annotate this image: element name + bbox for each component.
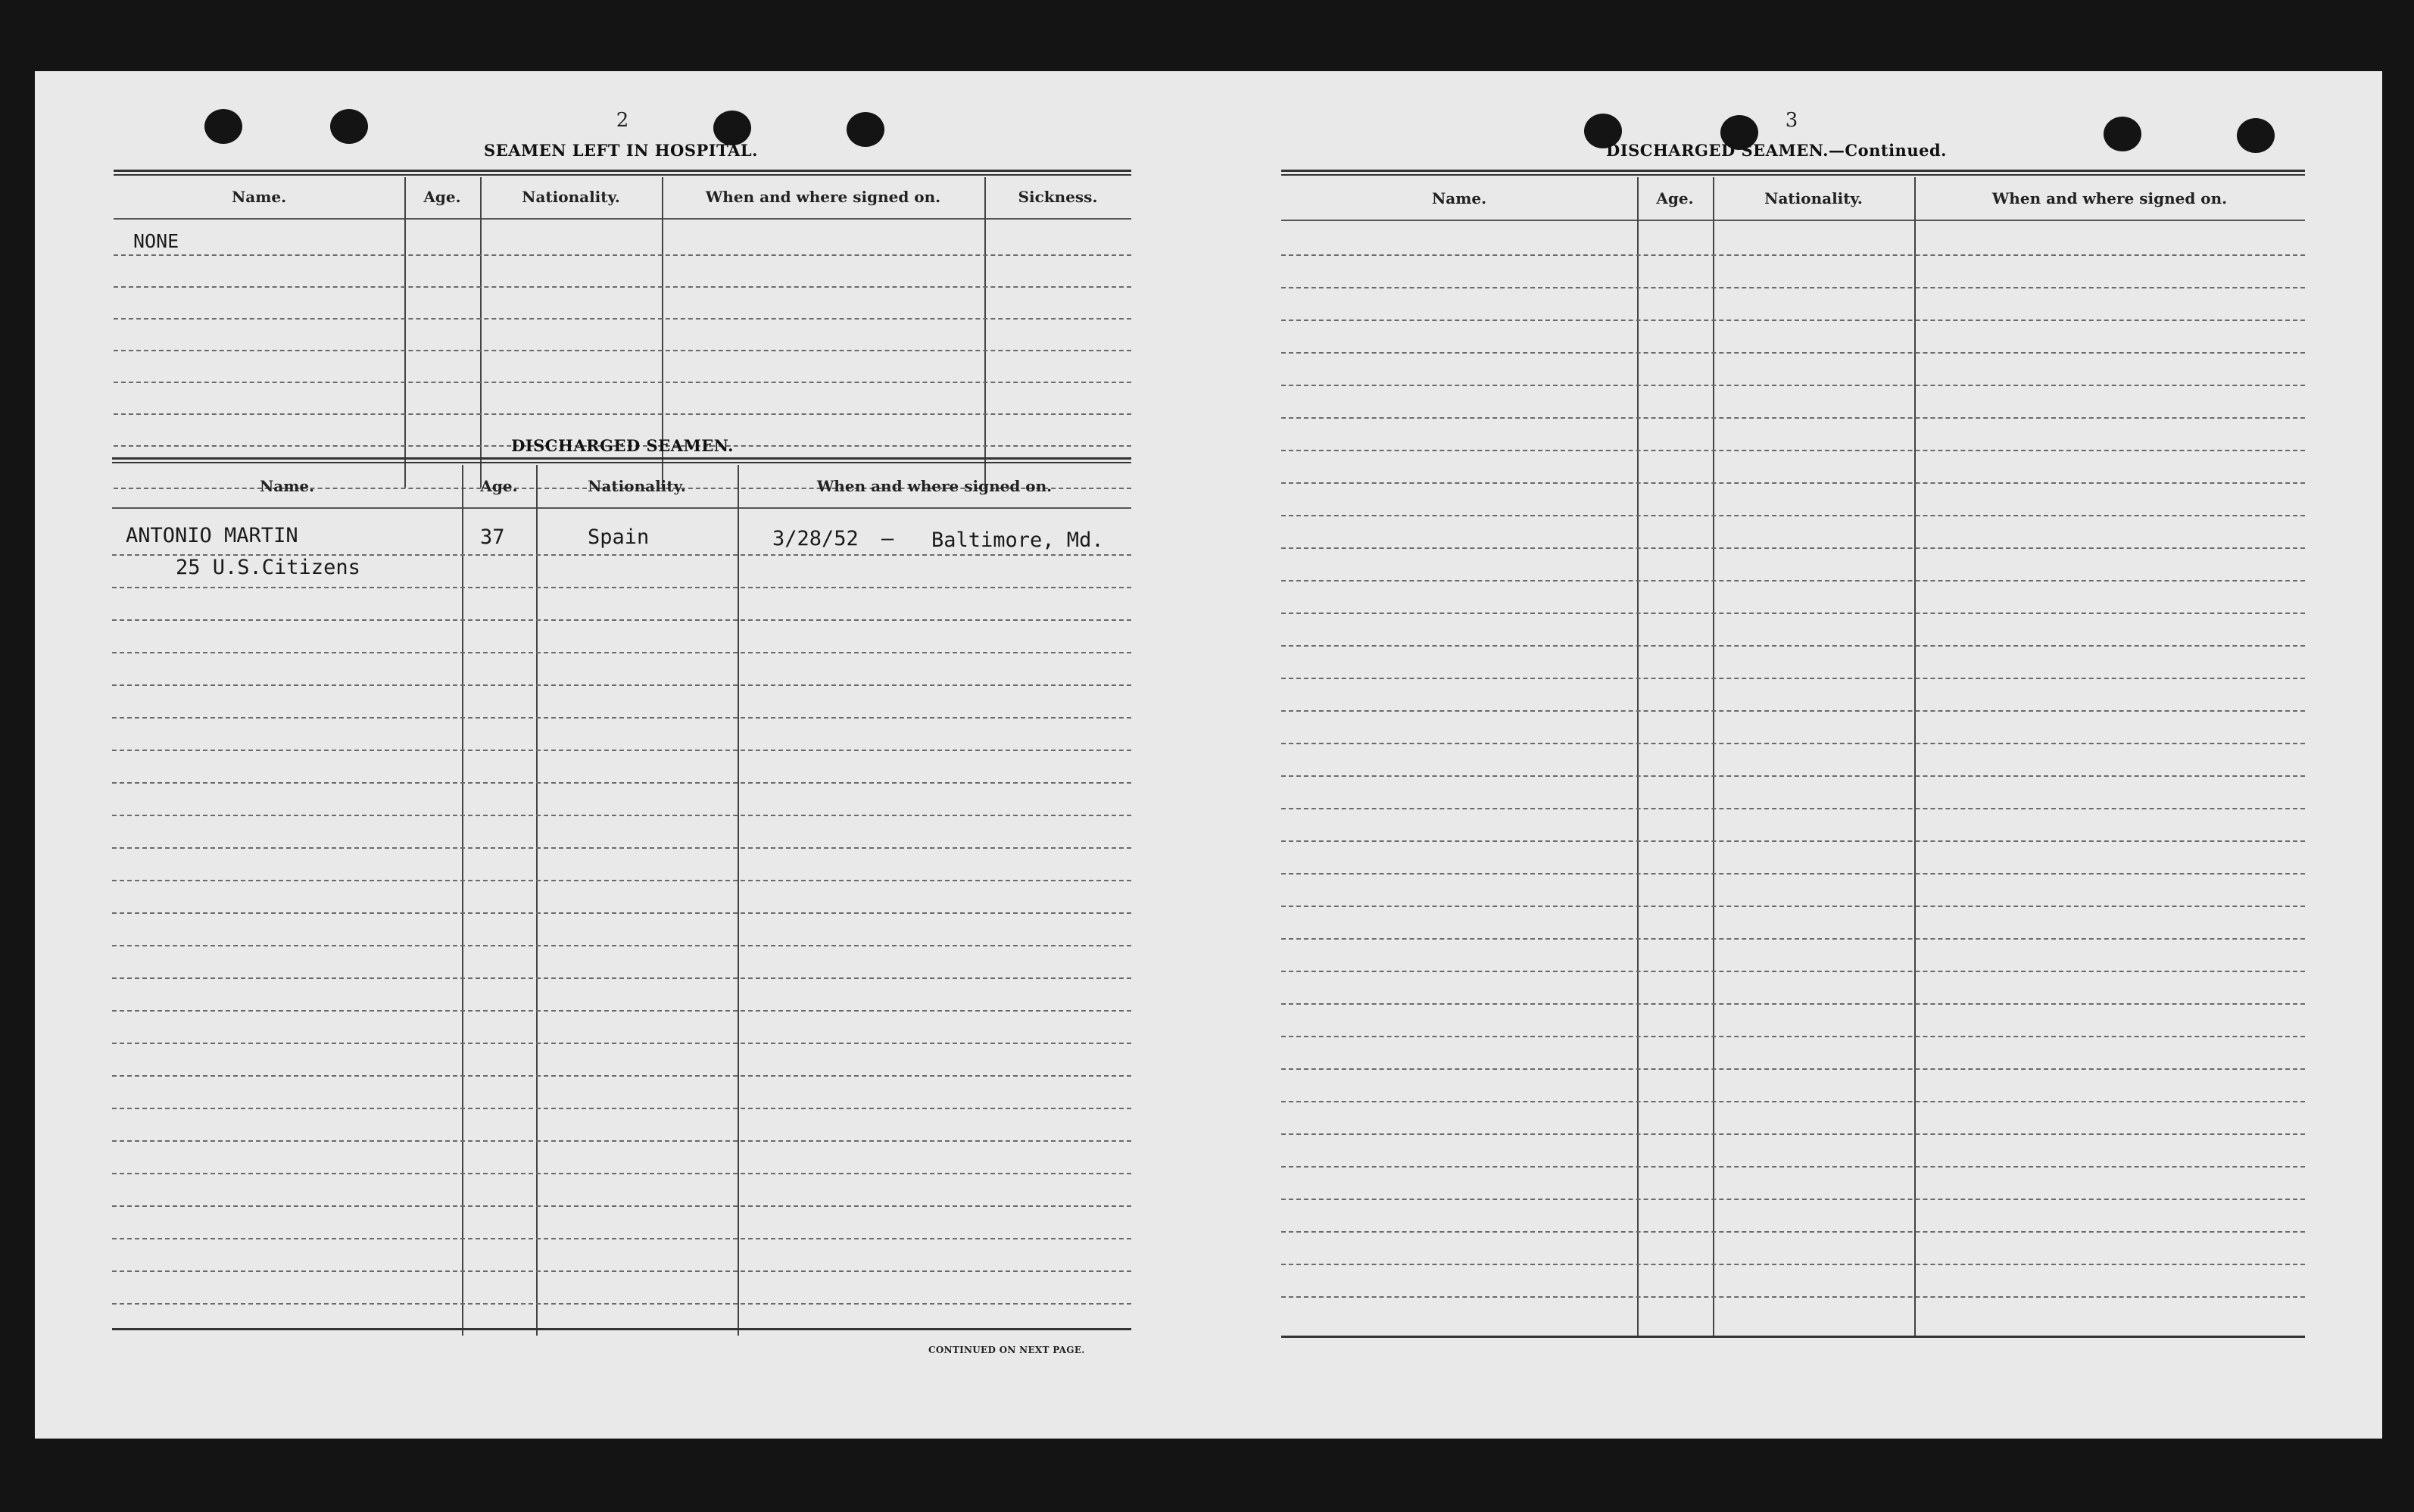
continued-col-nationality: Nationality.: [1764, 189, 1863, 207]
discharged-note: 25 U.S.Citizens: [176, 556, 360, 579]
discharged-row-1-nationality: Spain: [588, 525, 650, 549]
punch-hole-7: [2104, 117, 2141, 151]
discharged-section-title: DISCHARGED SEAMEN.: [511, 436, 734, 455]
discharged-row-1-age: 37: [480, 525, 505, 549]
discharged-continued-table: [1281, 170, 2305, 1343]
punch-hole-2: [330, 109, 368, 144]
page-number-left: 2: [616, 109, 629, 132]
discharged-col-nationality: Nationality.: [588, 477, 686, 495]
continued-col-signed-on: When and where signed on.: [1991, 189, 2228, 207]
punch-hole-8: [2237, 118, 2275, 153]
ledger-sheet: [35, 71, 2382, 1439]
punch-hole-1: [204, 109, 242, 144]
discharged-row-1-date: 3/28/52: [772, 527, 859, 550]
hospital-section-title: SEAMEN LEFT IN HOSPITAL.: [484, 141, 758, 160]
discharged-row-1-name: ANTONIO MARTIN: [126, 524, 298, 547]
hospital-col-age: Age.: [423, 188, 461, 206]
continued-note: CONTINUED ON NEXT PAGE.: [928, 1345, 1085, 1355]
discharged-row-1-place: Baltimore, Md.: [931, 528, 1104, 552]
continued-col-name: Name.: [1431, 189, 1487, 207]
discharged-col-age: Age.: [480, 477, 518, 495]
page-number-right: 3: [1785, 109, 1798, 132]
discharged-table: [112, 457, 1131, 1336]
hospital-col-sickness: Sickness.: [1018, 188, 1098, 206]
discharged-col-name: Name.: [259, 477, 315, 495]
discharged-col-signed-on: When and where signed on.: [816, 477, 1053, 495]
punch-hole-4: [847, 112, 884, 147]
discharged-continued-title: DISCHARGED SEAMEN.—Continued.: [1606, 141, 1947, 160]
hospital-col-nationality: Nationality.: [522, 188, 620, 206]
hospital-col-signed-on: When and where signed on.: [705, 188, 941, 206]
hospital-col-name: Name.: [231, 188, 287, 206]
continued-col-age: Age.: [1656, 189, 1694, 207]
hospital-entry-none: NONE: [133, 230, 179, 252]
discharged-row-1-dash: —: [881, 527, 894, 550]
